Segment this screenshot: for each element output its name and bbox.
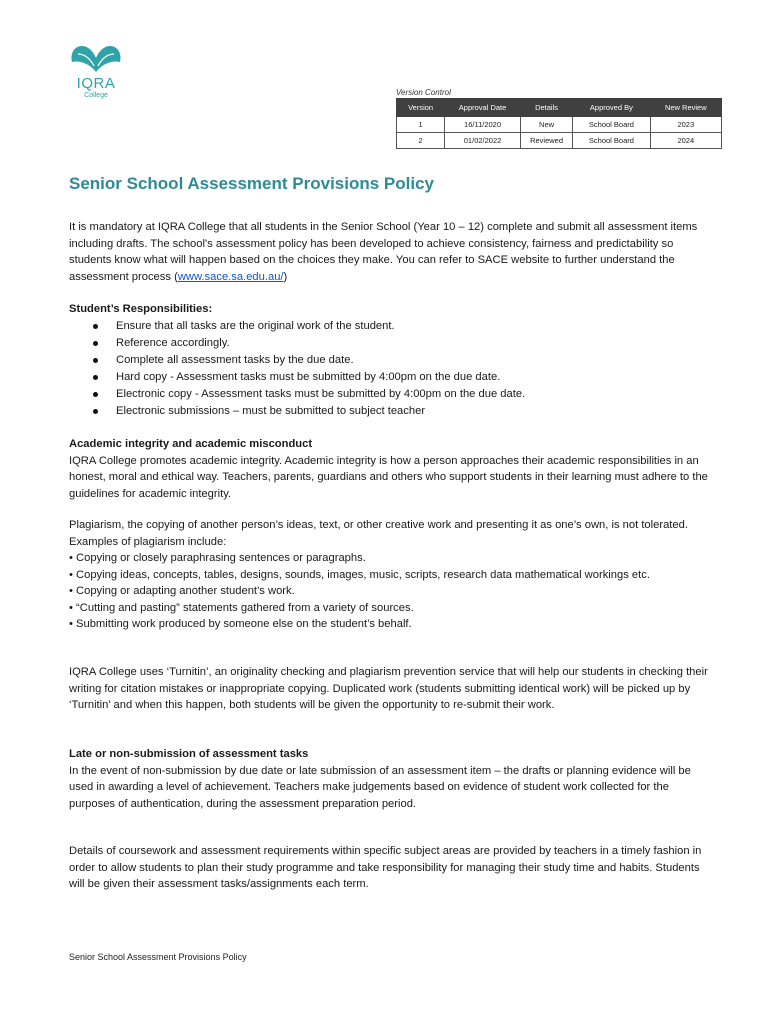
column-header: New Review xyxy=(650,99,721,117)
table-row xyxy=(397,133,722,149)
list-item: Ensure that all tasks are the original work of the student. xyxy=(69,318,709,335)
table-row xyxy=(397,117,722,133)
table-header-row xyxy=(397,99,722,117)
list-item: Reference accordingly. xyxy=(69,335,709,352)
table-cell: 1 xyxy=(397,117,445,133)
responsibilities-list xyxy=(69,318,709,420)
table-cell: School Board xyxy=(573,117,650,133)
plagiarism-item: • Submitting work produced by someone else on the student’s behalf. xyxy=(69,618,412,630)
plagiarism-section xyxy=(69,517,709,633)
logo-name: IQRA xyxy=(76,75,116,92)
integrity-heading: Academic integrity and academic misconduct xyxy=(69,438,313,450)
plagiarism-item: • Copying or closely paraphrasing sentences or paragraphs. xyxy=(69,552,366,564)
intro-text: It is mandatory at IQRA College that all students in the Senior School (Year 10 – 12) complete and submit all assessment items including drafts. The school's assessment policy has been developed to achieve consistency, fairness and predictability so students know what will happen based on the choices they make. You can refer to SACE website to further understand the assessment process ( xyxy=(69,221,698,283)
column-header: Approved By xyxy=(573,99,650,117)
intro-close: ) xyxy=(283,270,288,283)
list-item: Electronic submissions – must be submitted to subject teacher xyxy=(69,403,709,420)
column-header: Approval Date xyxy=(445,99,521,117)
page-title: Senior School Assessment Provisions Policy xyxy=(69,174,434,193)
column-header: Details xyxy=(520,99,572,117)
responsibilities-heading: Student’s Responsibilities: xyxy=(69,303,213,315)
table-cell: 01/02/2022 xyxy=(445,133,521,149)
table-cell: 2 xyxy=(397,133,445,149)
plagiarism-item: • Copying or adapting another student’s work. xyxy=(69,585,295,597)
table-cell: New xyxy=(520,117,572,133)
intro-paragraph xyxy=(69,219,709,285)
column-header: Version xyxy=(397,99,445,117)
table-cell: Reviewed xyxy=(520,133,572,149)
version-control-caption: Version Control xyxy=(396,88,451,97)
table-cell: 2023 xyxy=(650,117,721,133)
intro-section xyxy=(69,219,709,285)
table-cell: 2024 xyxy=(650,133,721,149)
table-cell: School Board xyxy=(573,133,650,149)
turnitin-paragraph: IQRA College uses ‘Turnitin’, an originality checking and plagiarism prevention service that will help our students in checking their writing for citation mistakes or inappropriate copying. Duplicated work (students submitting identical work) will be picked up by ‘Turnitin’ and when this happen, both students will be given the opportunity to re-submit their work. xyxy=(69,666,708,711)
list-item: Complete all assessment tasks by the due date. xyxy=(69,352,709,369)
late-submission-paragraph: In the event of non-submission by due date or late submission of an assessment item – the drafts or planning evidence will be used in awarding a level of achievement. Teachers make judgements based on evidence of student work collected for the purposes of authentication, during the assessment preparation period. xyxy=(69,764,691,810)
sace-website-link[interactable]: www.sace.sa.edu.au/ xyxy=(177,270,284,283)
integrity-paragraph: IQRA College promotes academic integrity. Academic integrity is how a person approaches their academic responsibilities in an honest, moral and ethical way. Teachers, parents, guardians and others who support students in their learning must adhere to the guidelines for academic integrity. xyxy=(69,454,708,500)
late-submission-section xyxy=(69,746,709,812)
plagiarism-paragraph: Plagiarism, the copying of another person’s ideas, text, or other creative work and presenting it as one’s own, is not tolerated. Examples of plagiarism include: xyxy=(69,519,688,548)
list-item: Electronic copy - Assessment tasks must be submitted by 4:00pm on the due date. xyxy=(69,386,709,403)
version-control-table xyxy=(396,98,722,149)
turnitin-section xyxy=(69,664,709,714)
logo-subtitle: College xyxy=(84,92,108,99)
list-item: Hard copy - Assessment tasks must be submitted by 4:00pm on the due date. xyxy=(69,369,709,386)
integrity-section xyxy=(69,436,709,502)
coursework-section xyxy=(69,843,709,893)
coursework-paragraph: Details of coursework and assessment requirements within specific subject areas are provided by teachers in a timely fashion in order to allow students to plan their study programme and take responsibility for managing their study time and habits. Students will be given their assessment tasks/assignments each term. xyxy=(69,845,702,890)
plagiarism-item: • Copying ideas, concepts, tables, designs, sounds, images, music, scripts, research data mathematical workings etc. xyxy=(69,568,650,581)
table-cell: 16/11/2020 xyxy=(445,117,521,133)
college-logo xyxy=(68,42,128,104)
responsibilities-section xyxy=(69,301,709,420)
late-submission-heading: Late or non-submission of assessment tasks xyxy=(69,748,309,760)
plagiarism-item: • “Cutting and pasting” statements gathered from a variety of sources. xyxy=(69,601,414,614)
page-footer: Senior School Assessment Provisions Policy xyxy=(69,952,247,962)
book-icon xyxy=(68,42,124,76)
